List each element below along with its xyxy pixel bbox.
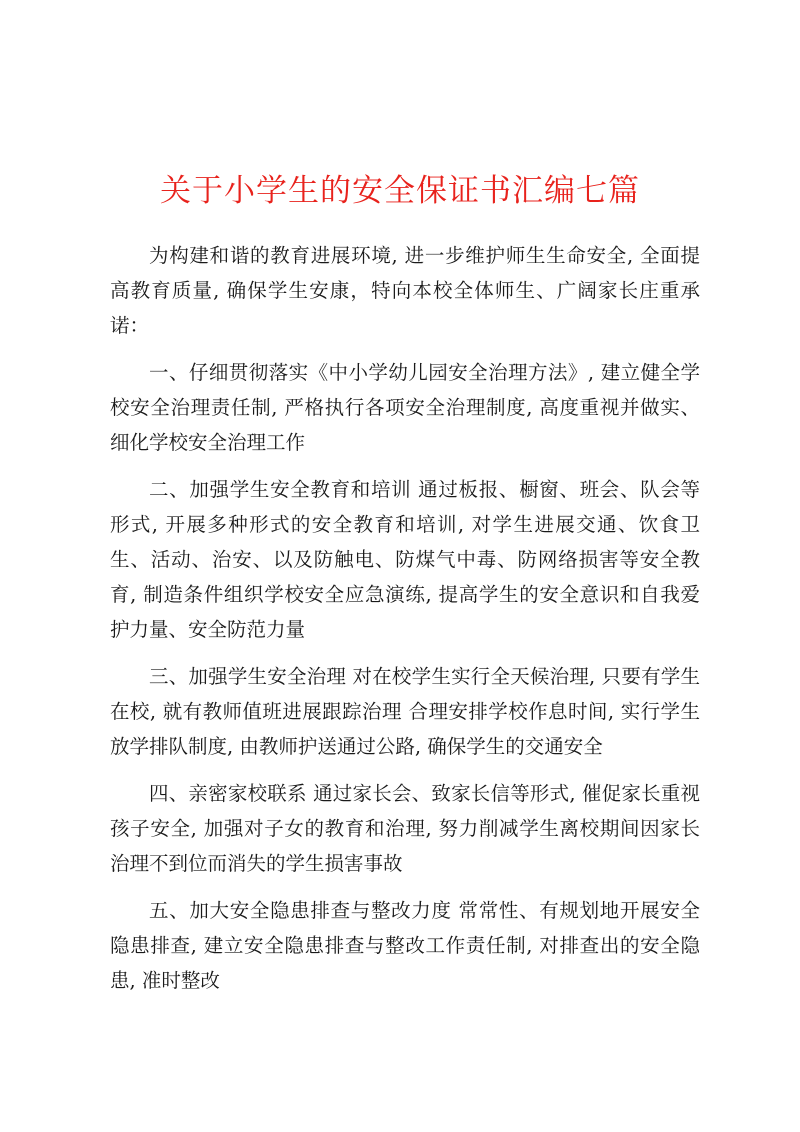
paragraph-item-1: 一、仔细贯彻落实《中小学幼儿园安全治理方法》, 建立健全学校安全治理责任制, 严格执行各项安全治理制度, 高度重视并做实、细化学校安全治理工作 <box>110 361 700 454</box>
paragraph-item-3: 三、加强学生安全治理 对在校学生实行全天候治理, 只要有学生在校, 就有教师值班进展跟踪治理 合理安排学校作息时间, 实行学生放学排队制度, 由教师护送通过公路, 确保学生的交通安全 <box>110 665 700 758</box>
paragraph-item-5: 五、加大安全隐患排查与整改力度 常常性、有规划地开展安全隐患排查, 建立安全隐患排查与整改工作责任制, 对排查出的安全隐患, 准时整改 <box>110 899 700 992</box>
paragraph-item-2: 二、加强学生安全教育和培训 通过板报、橱窗、班会、队会等形式, 开展多种形式的安全教育和培训, 对学生进展交通、饮食卫生、活动、治安、以及防触电、防煤气中毒、防网络损害等安全教育, 制造条件组织学校安全应急演练, 提高学生的安全意识和自我爱护力量、安全防范力量 <box>110 478 700 641</box>
document-body <box>110 238 700 1010</box>
paragraph-item-4: 四、亲密家校联系 通过家长会、致家长信等形式, 催促家长重视孩子安全, 加强对子女的教育和治理, 努力削减学生离校期间因家长治理不到位而消失的学生损害事故 <box>110 782 700 875</box>
paragraph-intro: 为构建和谐的教育进展环境, 进一步维护师生生命安全, 全面提高教育质量, 确保学生安康，特向本校全体师生、广阔家长庄重承诺： <box>110 244 700 337</box>
document-title: 关于小学生的安全保证书汇编七篇 <box>160 173 640 209</box>
